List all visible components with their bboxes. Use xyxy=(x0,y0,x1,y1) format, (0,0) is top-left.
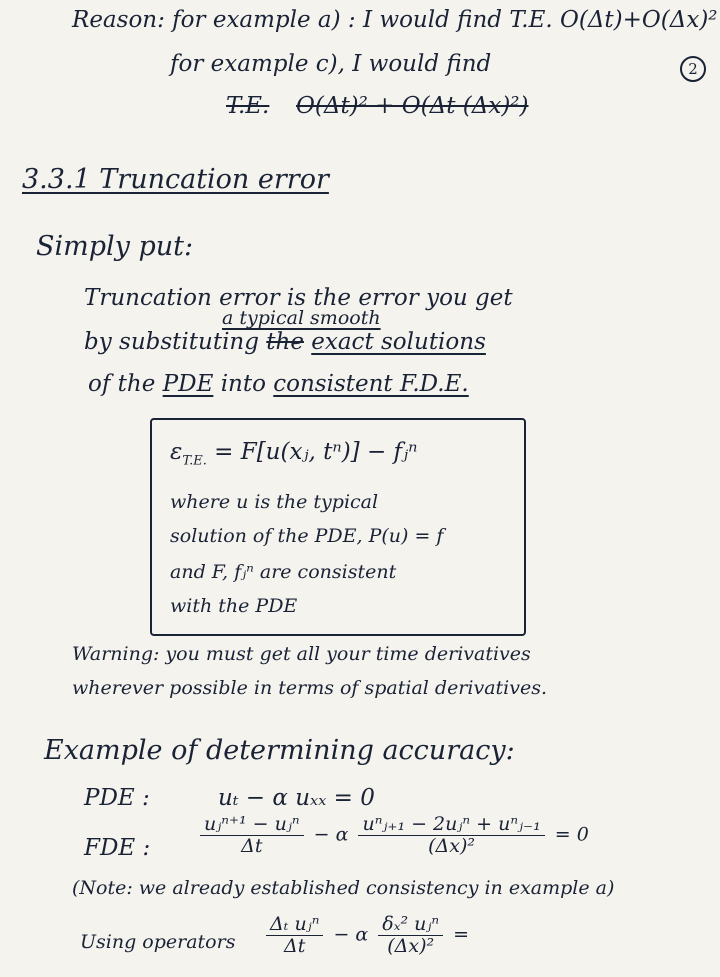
struck-word: the xyxy=(266,329,304,355)
example-title: Example of determining accuracy: xyxy=(44,735,515,766)
fde-num-2: uⁿⱼ₊₁ − 2uⱼⁿ + uⁿⱼ₋₁ xyxy=(358,814,544,836)
simply-put: Simply put: xyxy=(36,231,194,262)
fde-fraction-2 xyxy=(358,814,544,857)
circled-number: 2 xyxy=(680,56,706,82)
fde-equation xyxy=(196,814,589,857)
definition-line-3: and F, fⱼⁿ are consistent xyxy=(170,561,397,583)
exact-solutions: exact solutions xyxy=(311,329,486,355)
pde-label: PDE : xyxy=(84,785,150,811)
reason-line-1: Reason: for example a) : I would find T.E. O(Δt)+O(Δx)² xyxy=(72,7,718,33)
intro-insert: a typical smooth xyxy=(222,307,381,329)
definition-line-1: where u is the typical xyxy=(170,491,379,513)
warning-line-1: Warning: you must get all your time derivatives xyxy=(72,643,531,665)
into-text: into xyxy=(220,371,266,397)
using-operators: Using operators xyxy=(80,931,236,953)
consistent-fde: consistent F.D.E. xyxy=(273,371,469,397)
epsilon-subscript: T.E. xyxy=(182,453,207,469)
op-minus-alpha: − α xyxy=(333,923,369,946)
intro-line-3 xyxy=(88,372,469,397)
fde-fraction-1 xyxy=(200,814,304,857)
definition-line-4: with the PDE xyxy=(170,595,298,617)
op-num-2: δₓ² uⱼⁿ xyxy=(378,914,443,936)
op-den-2: (Δx)² xyxy=(387,934,435,957)
op-fraction-2 xyxy=(378,914,443,957)
fde-den-1: Δt xyxy=(241,834,263,857)
definition-line-2: solution of the PDE, P(u) = f xyxy=(170,525,444,547)
fde-den-2: (Δx)² xyxy=(428,834,476,857)
pde-underlined: PDE xyxy=(162,371,214,397)
of-the-text: of the xyxy=(88,371,156,397)
reason-line-2: for example c), I would find xyxy=(170,51,492,77)
pde-equation: uₜ − α uₓₓ = 0 xyxy=(218,785,375,811)
section-heading: 3.3.1 Truncation error xyxy=(22,164,329,195)
definition-formula xyxy=(170,440,417,469)
operator-equation xyxy=(262,914,469,957)
te-terms: O(Δt)² + O(Δt (Δx)²) xyxy=(296,93,529,119)
te-label: T.E. xyxy=(226,93,270,119)
intro-line-2 xyxy=(84,330,486,355)
op-fraction-1 xyxy=(266,914,323,957)
note-line: (Note: we already established consistency in example a) xyxy=(72,877,615,899)
op-den-1: Δt xyxy=(284,934,306,957)
fde-num-1: uⱼⁿ⁺¹ − uⱼⁿ xyxy=(200,814,304,836)
fde-equals: = 0 xyxy=(554,823,589,846)
epsilon-symbol: ε xyxy=(170,439,183,465)
intro-line-1: Truncation error is the error you get xyxy=(84,285,513,311)
reason-line-3 xyxy=(226,94,528,119)
op-equals: = xyxy=(453,923,470,946)
formula-rhs: = F[u(xⱼ, tⁿ)] − fⱼⁿ xyxy=(214,439,418,465)
substituting-text: by substituting xyxy=(84,329,259,355)
op-num-1: Δₜ uⱼⁿ xyxy=(266,914,323,936)
fde-minus-alpha: − α xyxy=(313,823,349,846)
warning-line-2: wherever possible in terms of spatial derivatives. xyxy=(72,677,548,699)
fde-label: FDE : xyxy=(84,835,151,861)
